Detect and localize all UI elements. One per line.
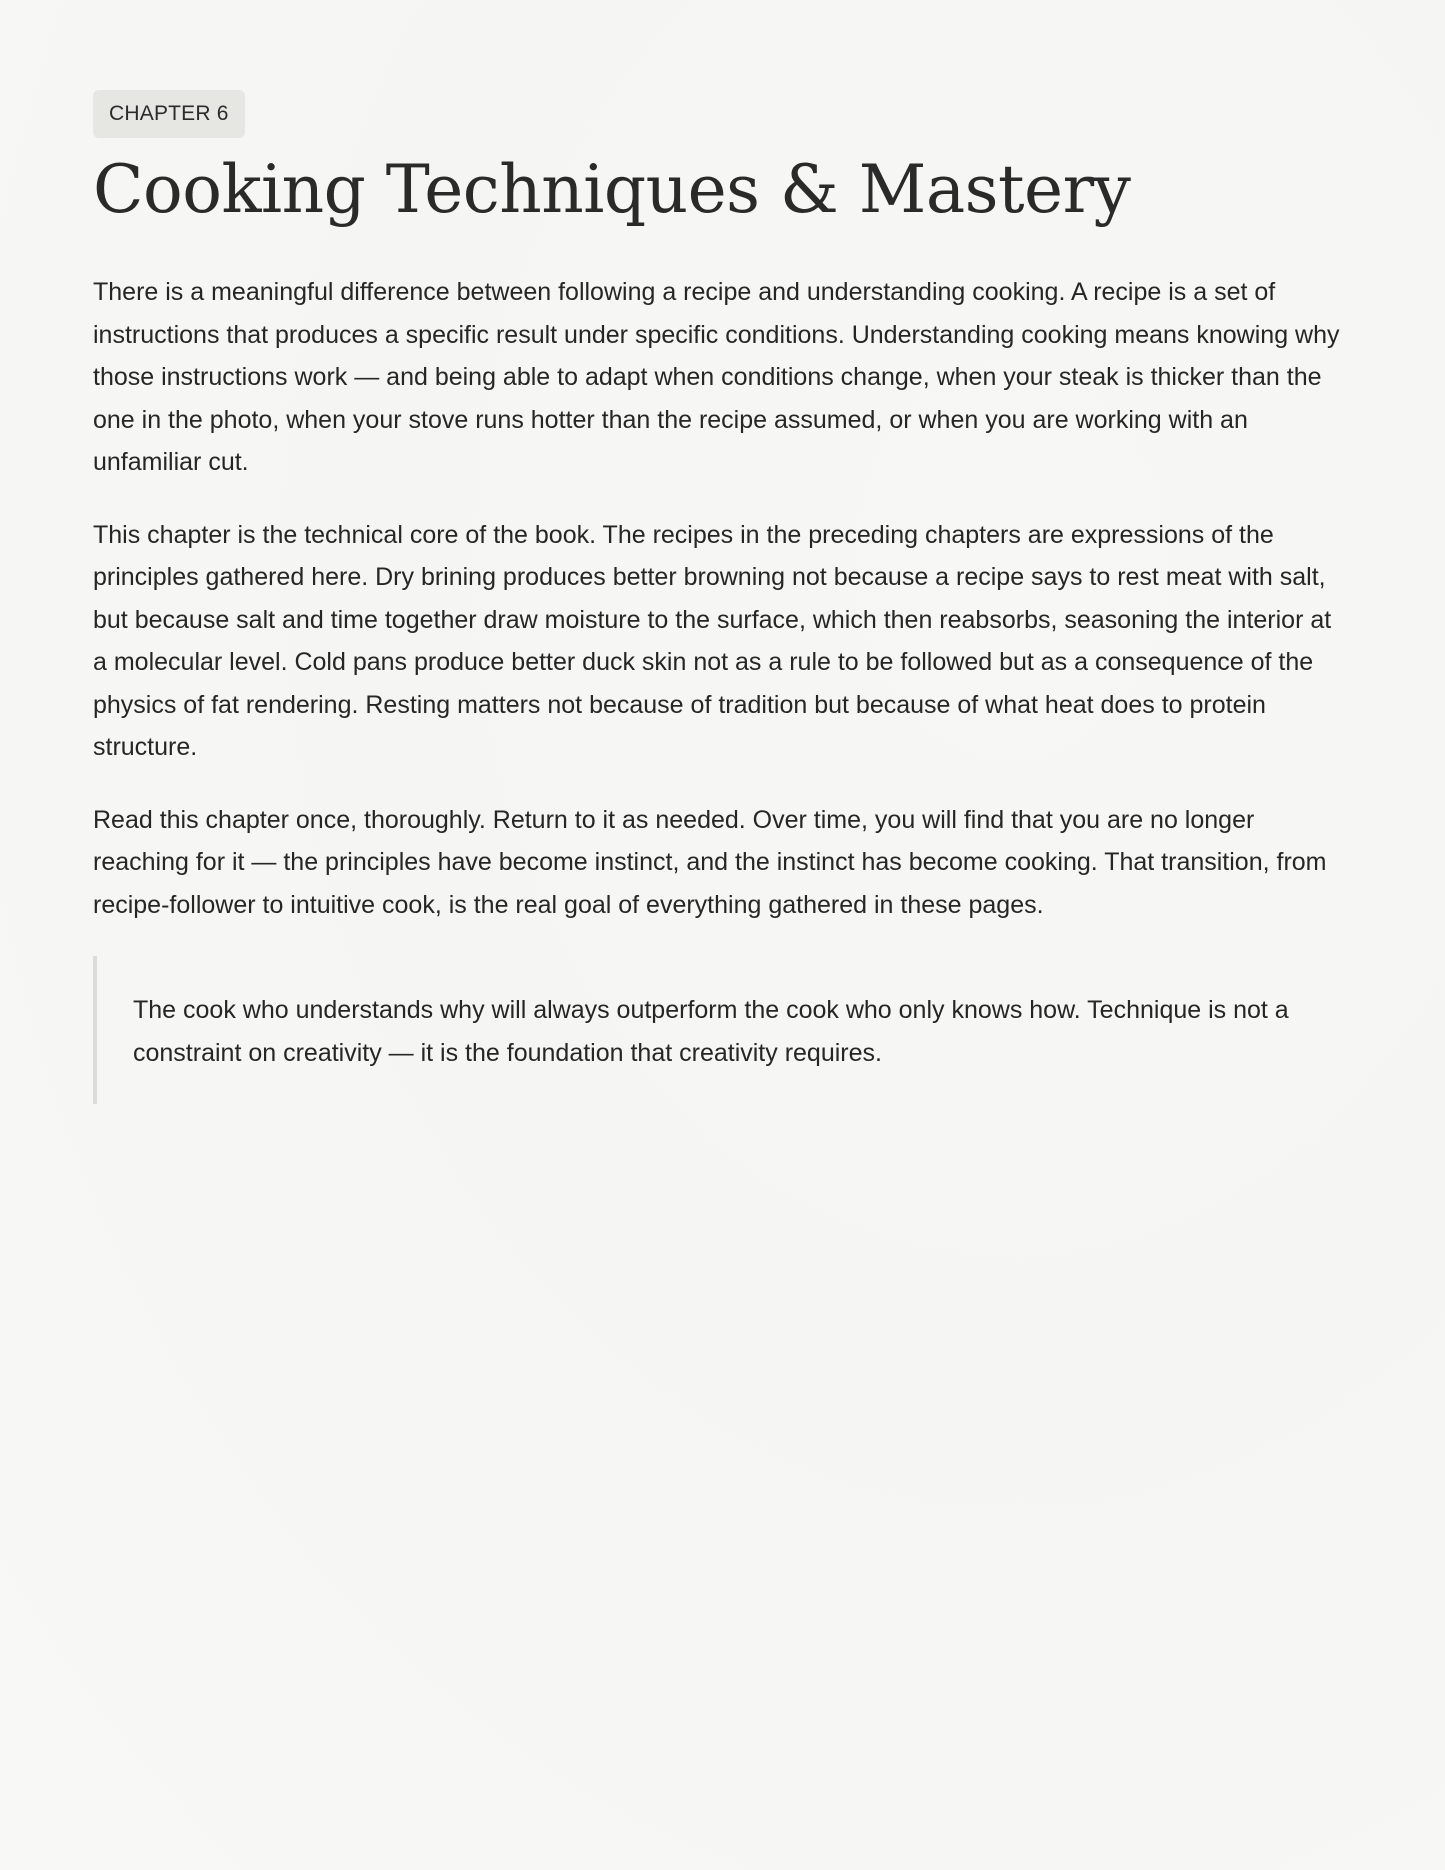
chapter-badge: CHAPTER 6 [93,90,245,138]
intro-paragraph-3: Read this chapter once, thoroughly. Return to it as needed. Over time, you will find that you are no longer reaching for it — the principles have become instinct, and the instinct has become cooking. That transition, from recipe-follower to intuitive cook, is the real goal of everything gathered in these pages. [93,805,1327,919]
intro-paragraph-1: There is a meaningful difference between following a recipe and understanding cooking. A recipe is a set of instructions that produces a specific result under specific conditions. Understanding cooking means knowing why those instructions work — and being able to adapt when conditions change, when your steak is thicker than the one in the photo, when your stove runs hotter than the recipe assumed, or when you are working with an unfamiliar cut. [93,278,1340,476]
intro-paragraph-2: This chapter is the technical core of the book. The recipes in the preceding chapters are expressions of the principles gathered here. Dry brining produces better browning not because a recipe says to rest meat with salt, but because salt and time together draw moisture to the surface, which then reabsorbs, seasoning the interior at a molecular level. Cold pans produce better duck skin not as a rule to be followed but as a consequence of the physics of fat rendering. Resting matters not because of tradition but because of what heat does to protein structure. [93,520,1332,761]
pull-quote [93,956,1352,1104]
pull-quote-text: The cook who understands why will always outperform the cook who only knows how. Technique is not a constraint on creativity — it is the foundation that creativity requires. [133,996,1289,1067]
chapter-title: Cooking Techniques & Mastery [93,151,1131,228]
chapter-intro [93,271,1352,926]
